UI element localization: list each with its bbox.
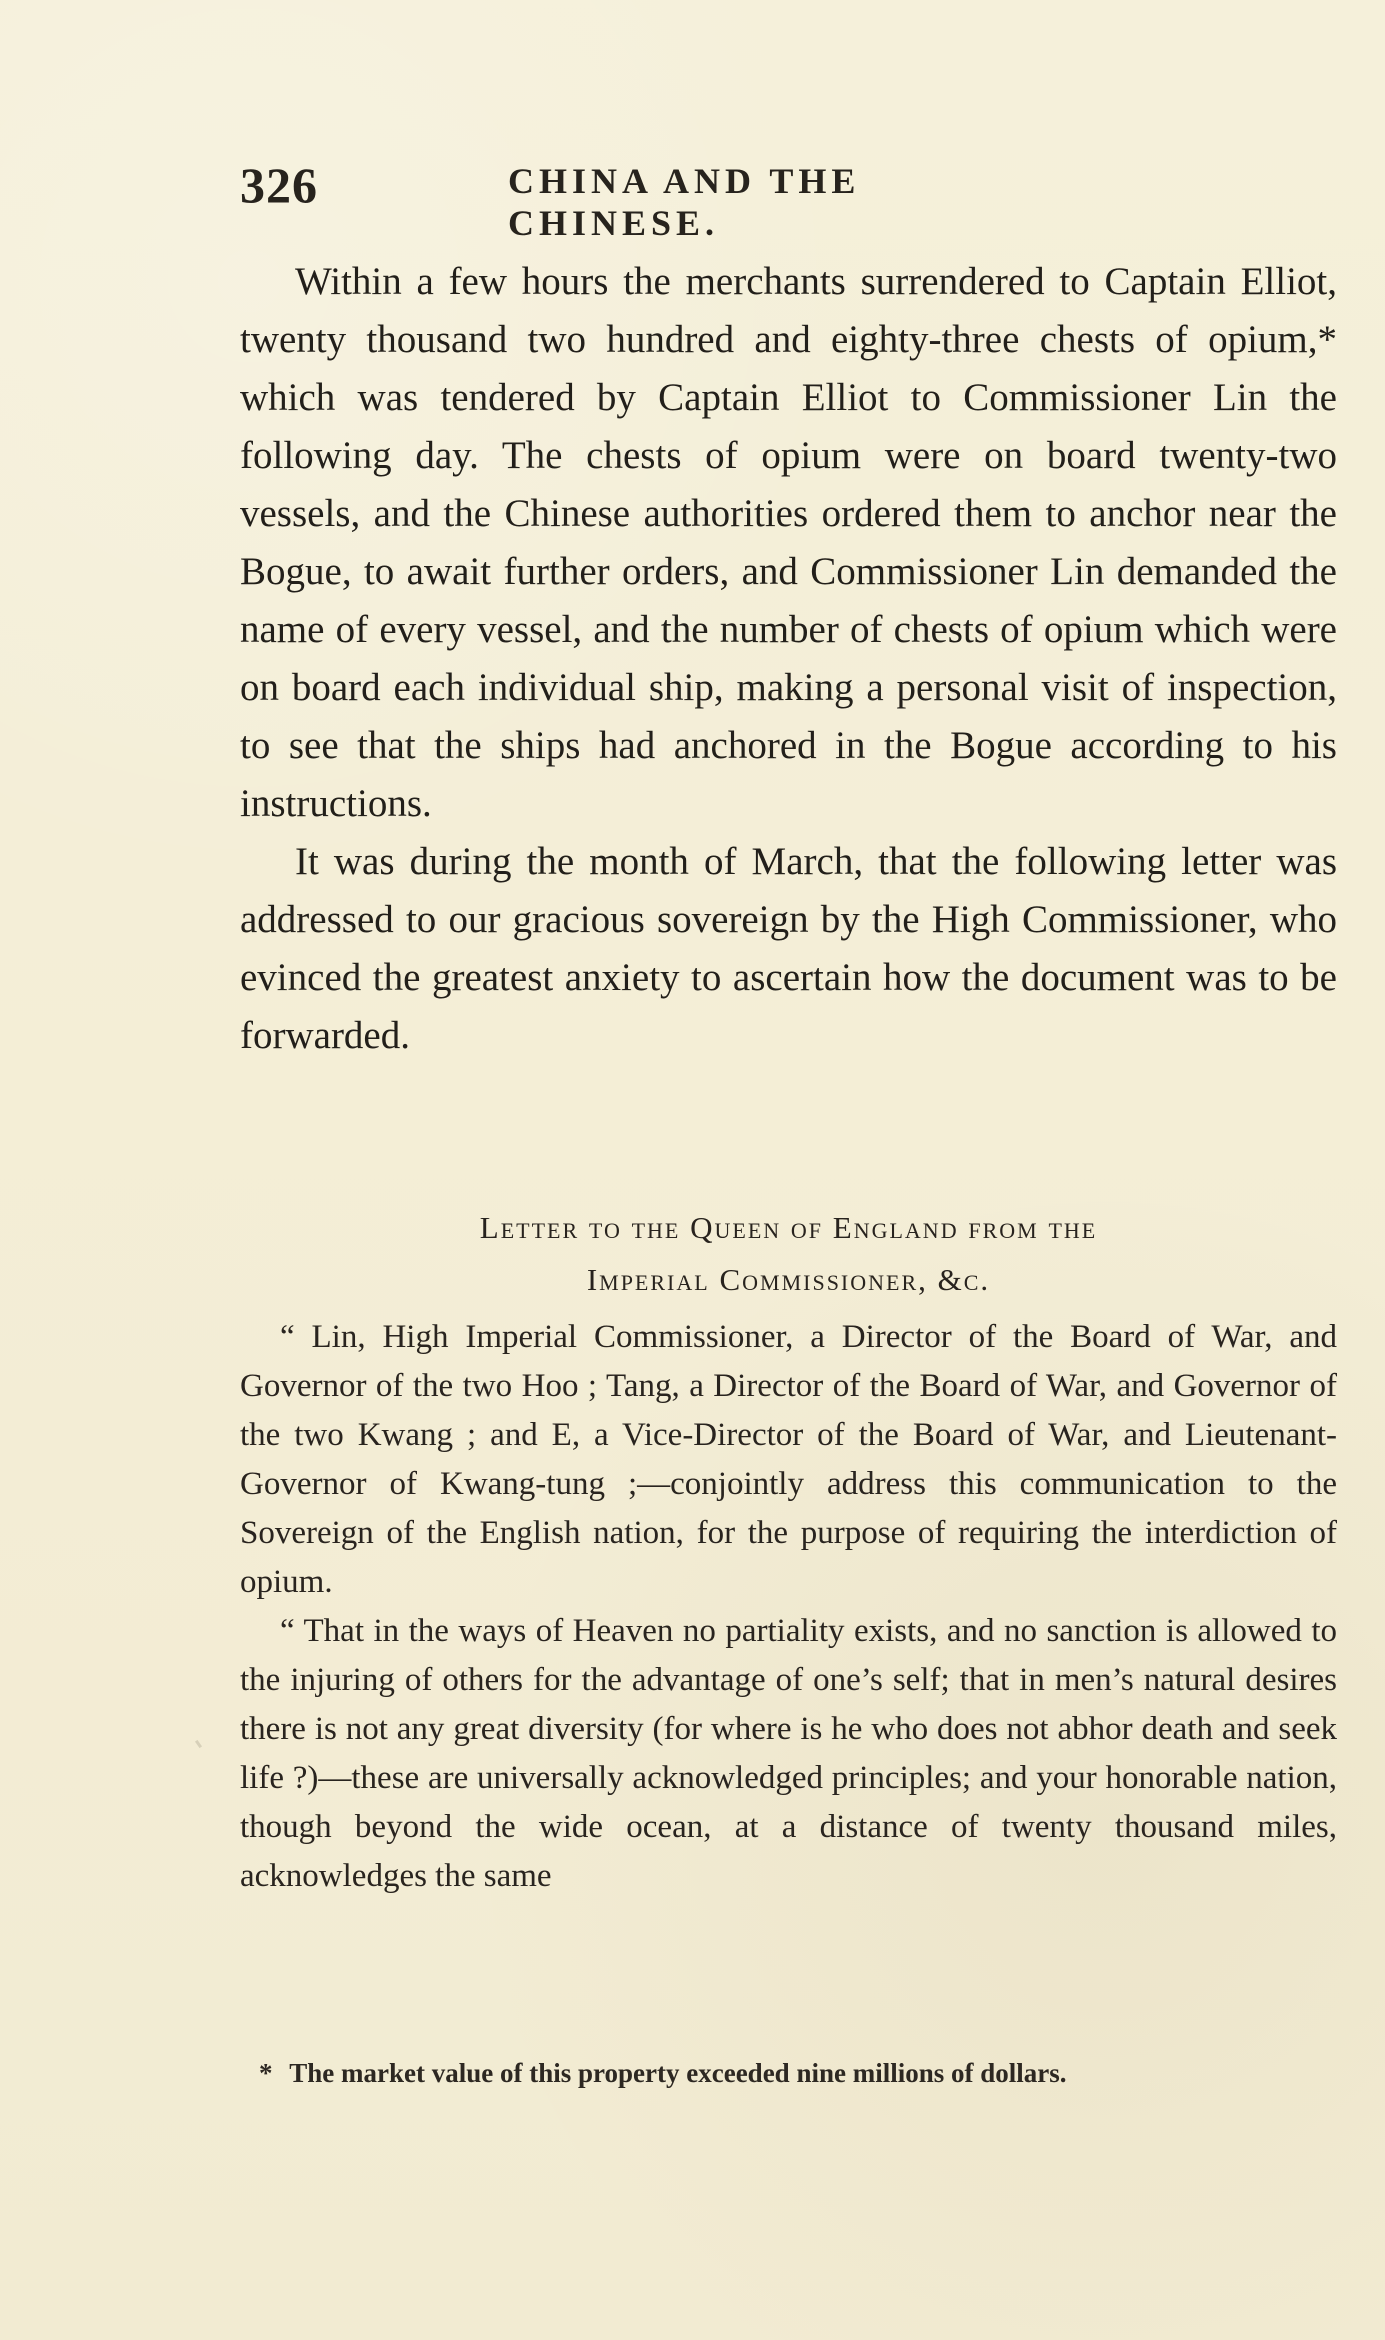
paper-mark [195,1740,202,1748]
footnote-text: The market value of this property exceeded nine millions of dollars. [289,2058,1067,2088]
letter-paragraph-1: “ Lin, High Imperial Commissioner, a Director of the Board of War, and Governor of the two Hoo ; Tang, a Director of the Board of War, and Governor of the two Kwang ; and E, a Vice-Director of the Board of War, and Lieutenant-Governor of Kwang-tung ;—conjointly address this communication to the Sovereign of the English nation, for the purpose of requiring the interdiction of opium. [240,1319,1337,1600]
running-head: CHINA AND THE CHINESE. [508,161,861,243]
footnote-mark: * [259,2058,273,2088]
letter-heading-line-1: Letter to the Queen of England from the [479,1210,1098,1245]
page-number: 326 [240,157,318,213]
page-header [240,156,1080,243]
footnote [259,2052,1337,2094]
letter-paragraph-2: “ That in the ways of Heaven no partiality exists, and no sanction is allowed to the injuring of others for the advantage of one’s self; that in men’s natural desires there is not any great diversity (for where is he who does not abhor death and seek life ?)—these are universally acknowledged principles; and your honorable nation, though beyond the wide ocean, at a distance of twenty thousand miles, acknowledges the same [240,1613,1337,1894]
paragraph-1: Within a few hours the merchants surrendered to Captain Elliot, twenty thousand two hundred and eighty-three chests of opium,* which was tendered by Captain Elliot to Commissioner Lin the following day. The chests of opium were on board twenty-two vessels, and the Chinese authorities ordered them to anchor near the Bogue, to await further orders, and Commissioner Lin demanded the name of every vessel, and the number of chests of opium which were on board each individual ship, making a personal visit of inspection, to see that the ships had anchored in the Bogue according to his instructions. [240,260,1337,825]
letter-heading [240,1202,1337,1306]
paragraph-2: It was during the month of March, that the following letter was addressed to our gracious sovereign by the High Commissioner, who evinced the greatest anxiety to ascertain how the document was to be forwarded. [240,840,1337,1057]
letter-text [240,1313,1337,1901]
letter-heading-line-2: Imperial Commissioner, &c. [586,1262,991,1297]
main-text [240,253,1337,1065]
